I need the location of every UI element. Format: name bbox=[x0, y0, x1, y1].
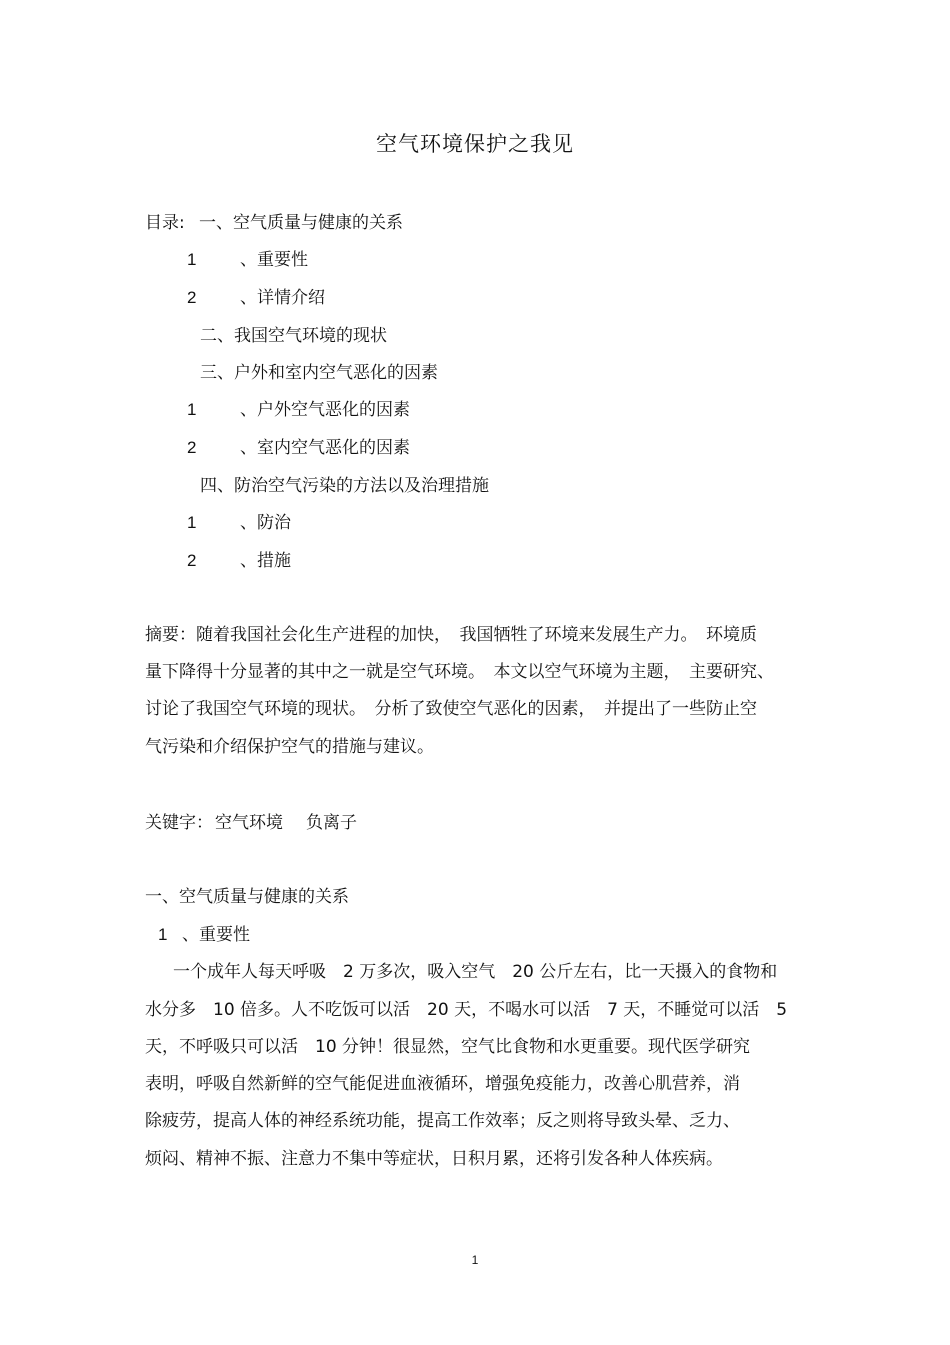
page-number: 1 bbox=[471, 1253, 479, 1267]
paragraph-line: 表明，呼吸自然新鲜的空气能促进血液循环，增强免疫能力，改善心肌营养，消 bbox=[145, 1074, 740, 1094]
toc-item-5: 三、户外和室内空气恶化的因素 bbox=[200, 363, 438, 383]
abstract-line: 气污染和介绍保护空气的措施与建议。 bbox=[145, 737, 434, 757]
keyword: 空气环境 bbox=[215, 813, 283, 833]
section-heading: 一、空气质量与健康的关系 bbox=[145, 887, 349, 907]
toc-item-9-num: 1 bbox=[187, 513, 197, 532]
subheading: 、重要性 bbox=[182, 925, 250, 945]
toc-item-2: 、重要性 bbox=[240, 250, 308, 270]
paragraph-line: 烦闷、精神不振、注意力不集中等症状，日积月累，还将引发各种人体疾病。 bbox=[145, 1149, 723, 1169]
subheading-num: 1 bbox=[158, 925, 168, 944]
toc-item-4: 二、我国空气环境的现状 bbox=[200, 326, 387, 346]
abstract-line: 摘要：随着我国社会化生产进程的加快， 我国牺牲了环境来发展生产力。 环境质 bbox=[145, 625, 757, 645]
toc-item-6: 、户外空气恶化的因素 bbox=[240, 400, 410, 420]
abstract-line: 量下降得十分显著的其中之一就是空气环境。 本文以空气环境为主题， 主要研究、 bbox=[145, 662, 774, 682]
toc-item-9: 、防治 bbox=[240, 513, 291, 533]
toc-item-7: 、室内空气恶化的因素 bbox=[240, 438, 410, 458]
paragraph-line: 除疲劳，提高人体的神经系统功能，提高工作效率；反之则将导致头晕、乏力、 bbox=[145, 1111, 740, 1131]
toc-item-8: 四、防治空气污染的方法以及治理措施 bbox=[200, 476, 489, 496]
toc-item-10-num: 2 bbox=[187, 551, 197, 570]
paragraph-line: 一个成年人每天呼吸 2 万多次，吸入空气 20 公斤左右，比一天摄入的食物和 bbox=[173, 962, 778, 982]
abstract-line: 讨论了我国空气环境的现状。 分析了致使空气恶化的因素， 并提出了一些防止空 bbox=[145, 699, 757, 719]
toc-item-3-num: 2 bbox=[187, 288, 197, 307]
paragraph-line: 水分多 10 倍多。人不吃饭可以活 20 天，不喝水可以活 7 天，不睡觉可以活 5 bbox=[145, 1000, 788, 1020]
toc-item-3: 、详情介绍 bbox=[240, 288, 325, 308]
toc-item-2-num: 1 bbox=[187, 250, 197, 269]
toc-item-1: 一、空气质量与健康的关系 bbox=[199, 213, 403, 233]
keywords-label: 关键字： bbox=[145, 813, 213, 833]
paragraph-line: 天，不呼吸只可以活 10 分钟！很显然，空气比食物和水更重要。现代医学研究 bbox=[145, 1037, 751, 1057]
keyword: 负离子 bbox=[306, 813, 357, 833]
toc-item-6-num: 1 bbox=[187, 400, 197, 419]
toc-label: 目录: bbox=[145, 213, 185, 233]
toc-item-7-num: 2 bbox=[187, 438, 197, 457]
toc-item-10: 、措施 bbox=[240, 551, 291, 571]
document-title: 空气环境保护之我见 bbox=[376, 132, 574, 156]
